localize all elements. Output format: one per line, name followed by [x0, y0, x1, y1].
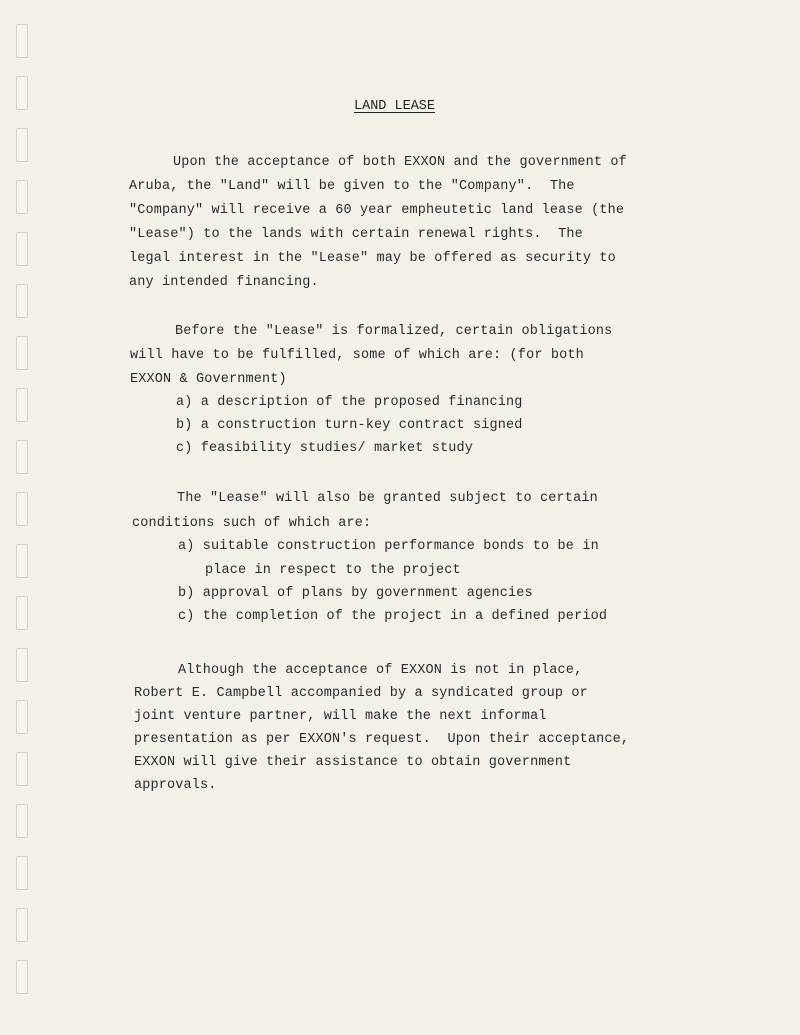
paragraph-2-line: will have to be fulfilled, some of which are: (for both	[130, 348, 584, 363]
paragraph-1-line: "Company" will receive a 60 year empheutetic land lease (the	[129, 203, 625, 218]
paragraph-3-list-item: a) suitable construction performance bonds to be in	[178, 539, 599, 554]
paragraph-1-line: "Lease") to the lands with certain renewal rights. The	[129, 227, 583, 242]
paragraph-4-line: joint venture partner, will make the next informal	[134, 709, 547, 724]
binder-hole	[16, 596, 28, 630]
binder-hole	[16, 908, 28, 942]
binder-hole	[16, 232, 28, 266]
paragraph-2-list-item: a) a description of the proposed financing	[176, 395, 523, 410]
paragraph-4-line: approvals.	[134, 778, 217, 793]
binder-holes	[14, 20, 34, 1010]
paragraph-3-line: The "Lease" will also be granted subject to certain	[177, 491, 598, 506]
binder-hole	[16, 336, 28, 370]
binder-hole	[16, 388, 28, 422]
binder-hole	[16, 128, 28, 162]
paragraph-2-line: EXXON & Government)	[130, 372, 287, 387]
document-title: LAND LEASE	[354, 99, 436, 114]
binder-hole	[16, 76, 28, 110]
binder-hole	[16, 180, 28, 214]
paragraph-2-list-item: b) a construction turn-key contract signed	[176, 418, 523, 433]
binder-hole	[16, 284, 28, 318]
paragraph-1-line: any intended financing.	[129, 275, 319, 290]
paragraph-1-line: legal interest in the "Lease" may be offered as security to	[129, 251, 616, 266]
binder-hole	[16, 24, 28, 58]
paragraph-4-line: Although the acceptance of EXXON is not in place,	[178, 663, 583, 678]
paragraph-3-list-item: b) approval of plans by government agencies	[178, 586, 533, 601]
paragraph-3-line: conditions such of which are:	[132, 516, 372, 531]
binder-hole	[16, 700, 28, 734]
paragraph-1-line: Upon the acceptance of both EXXON and the government of	[173, 155, 627, 170]
binder-hole	[16, 440, 28, 474]
paragraph-4-line: Robert E. Campbell accompanied by a syndicated group or	[134, 686, 588, 701]
binder-hole	[16, 648, 28, 682]
paragraph-3-list-item: c) the completion of the project in a defined period	[178, 609, 608, 624]
paragraph-4-line: EXXON will give their assistance to obtain government	[134, 755, 572, 770]
binder-hole	[16, 752, 28, 786]
binder-hole	[16, 544, 28, 578]
paragraph-1-line: Aruba, the "Land" will be given to the "Company". The	[129, 179, 575, 194]
paragraph-3-list-item-continuation: place in respect to the project	[205, 563, 461, 578]
paragraph-2-list-item: c) feasibility studies/ market study	[176, 441, 474, 456]
paragraph-2-line: Before the "Lease" is formalized, certain obligations	[175, 324, 613, 339]
paragraph-4-line: presentation as per EXXON's request. Upon their acceptance,	[134, 732, 630, 747]
binder-hole	[16, 960, 28, 994]
binder-hole	[16, 804, 28, 838]
binder-hole	[16, 856, 28, 890]
binder-hole	[16, 492, 28, 526]
